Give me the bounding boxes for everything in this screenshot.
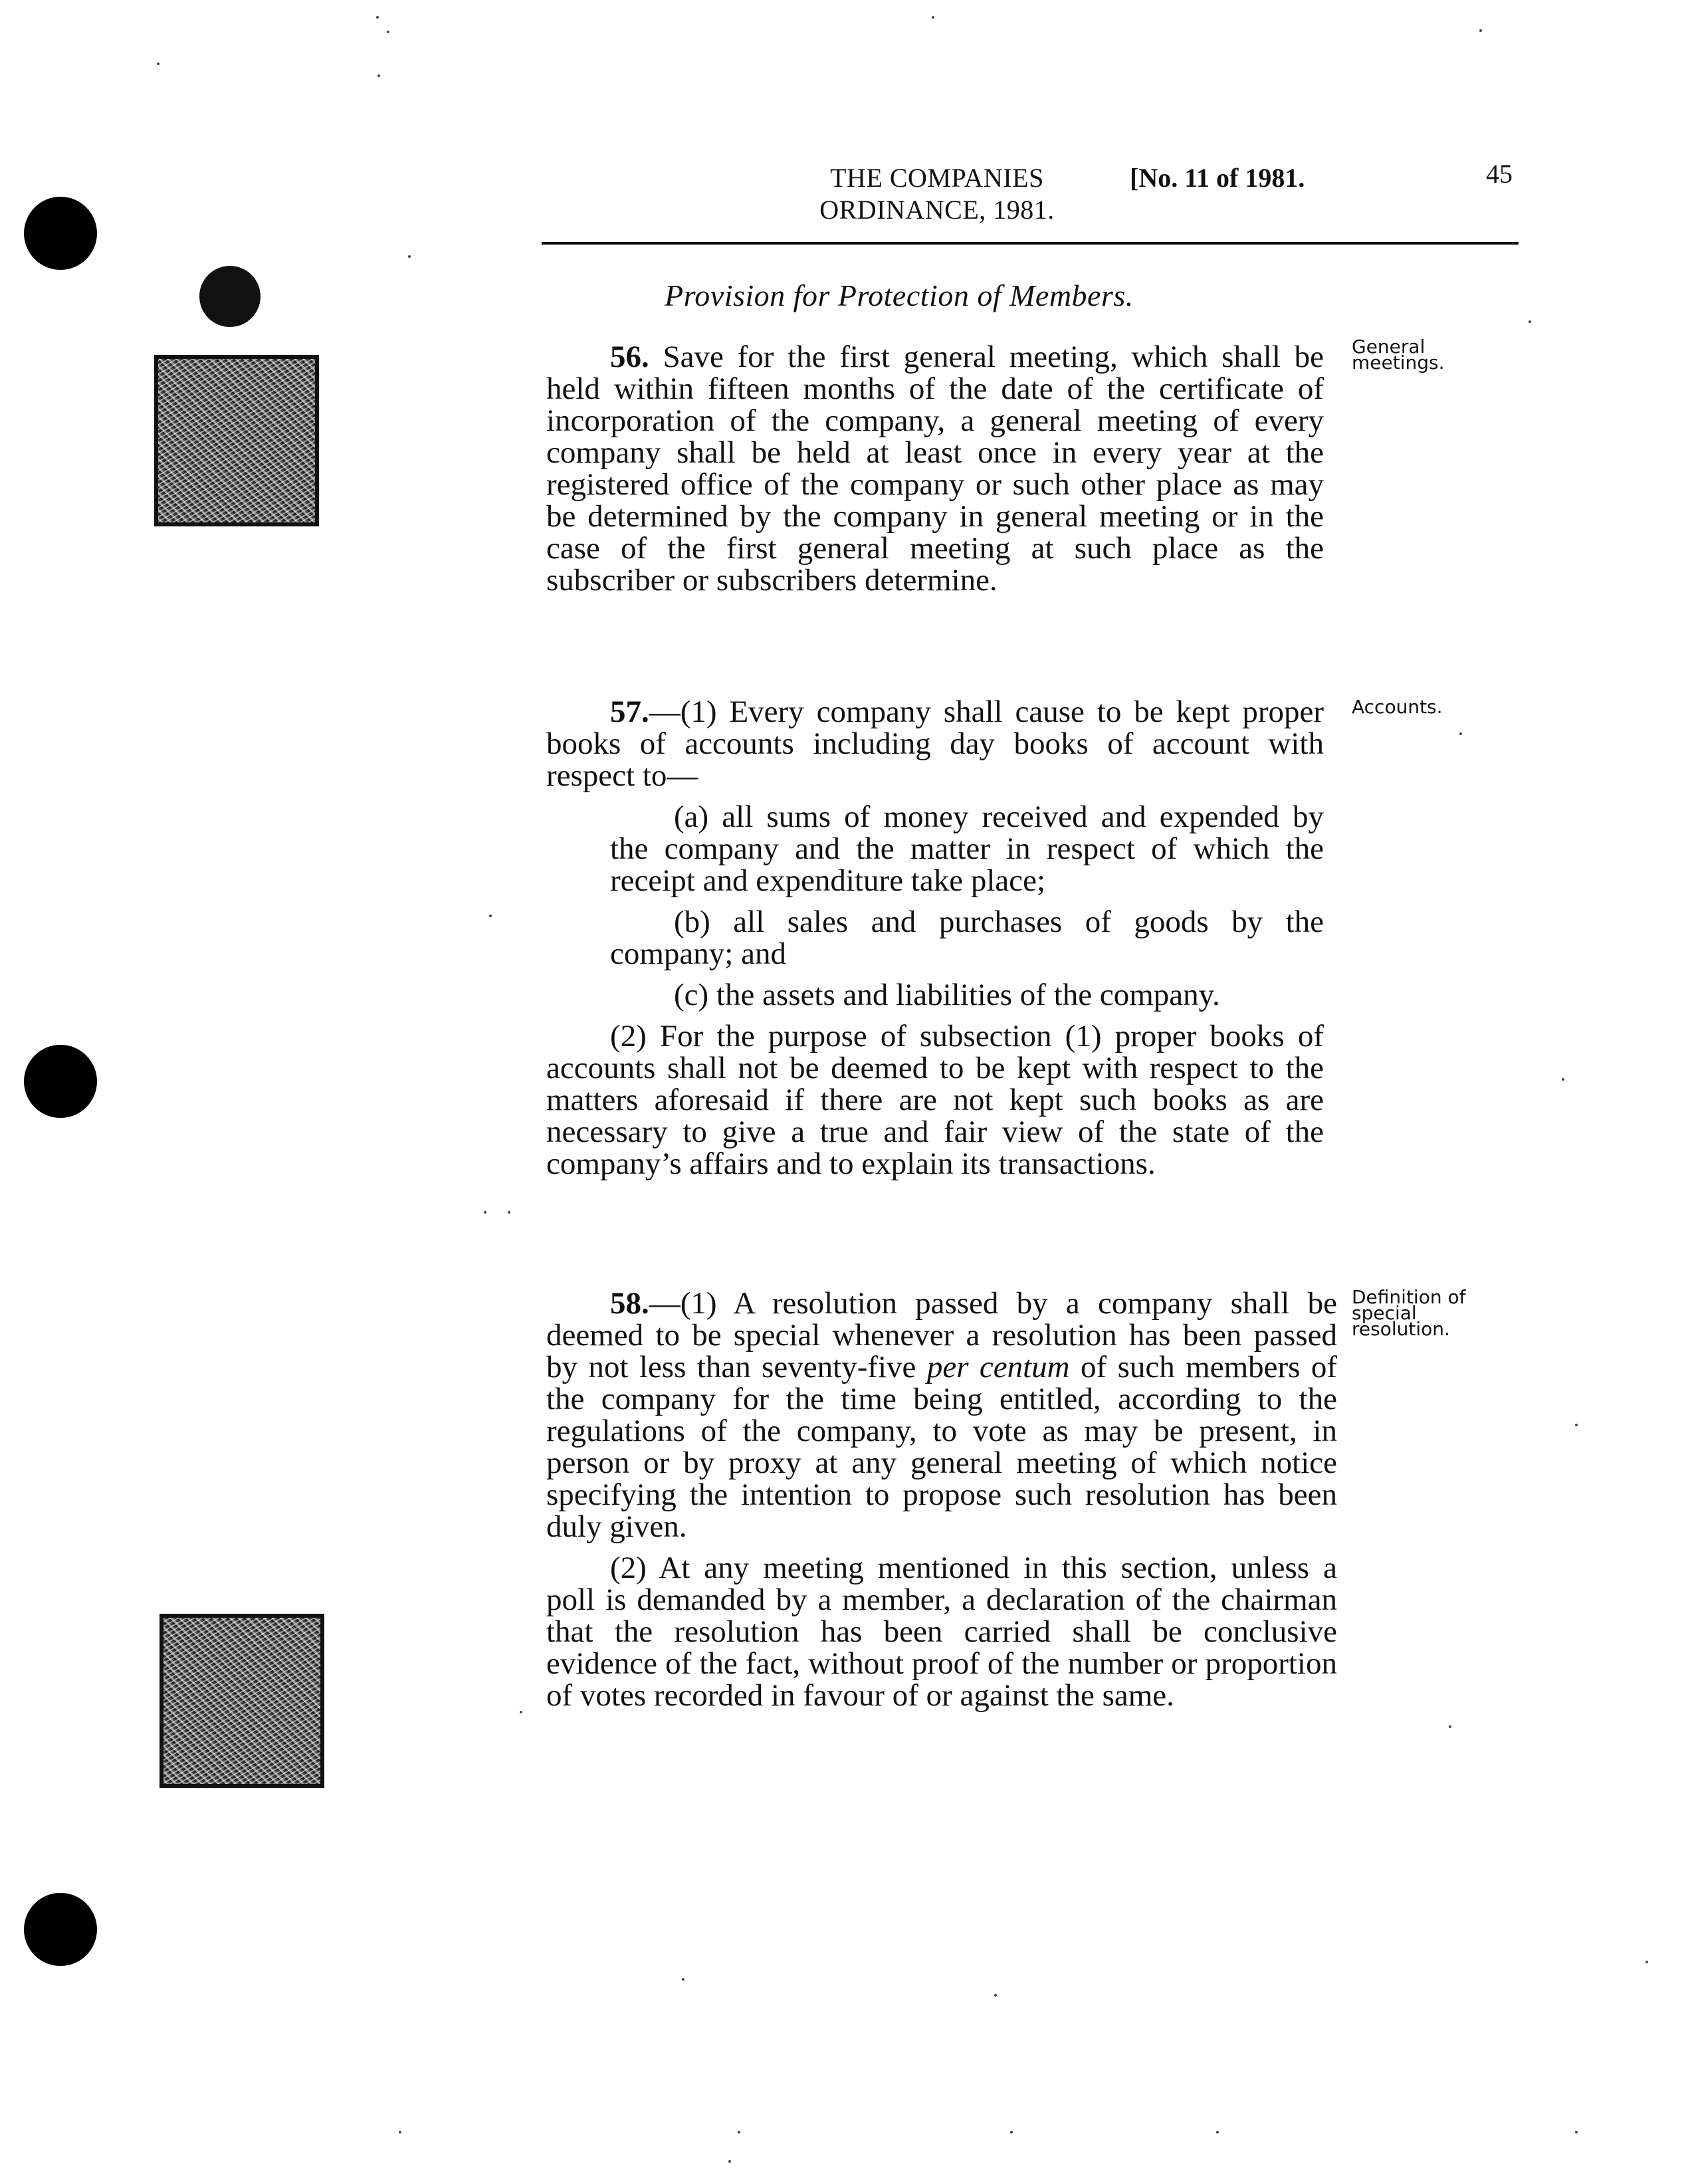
- speck: [1529, 320, 1531, 323]
- running-title-line2: ORDINANCE, 1981.: [819, 195, 1055, 225]
- speck: [1216, 2131, 1219, 2133]
- ordinance-number: [No. 11 of 1981.: [1130, 163, 1305, 193]
- speck: [1575, 2131, 1578, 2133]
- margin-note-56: General meetings.: [1352, 336, 1445, 374]
- speck: [520, 1711, 522, 1713]
- section-57: [546, 696, 1324, 1180]
- punch-hole-top: [24, 197, 97, 270]
- speck: [1645, 1961, 1648, 1963]
- section-57-item-c: (c) the assets and liabilities of the company.: [674, 978, 1220, 1012]
- speck: [484, 1211, 486, 1214]
- section-58-number: 58.: [610, 1286, 649, 1321]
- section-58: [546, 1287, 1337, 1711]
- speck: [1010, 2131, 1013, 2133]
- margin-note-58: Definition of special resolution.: [1352, 1286, 1466, 1340]
- speck: [1459, 732, 1462, 735]
- speck: [682, 1978, 685, 1981]
- section-57-number: 57.: [610, 695, 649, 729]
- section-58-per-centum: per centum: [926, 1350, 1070, 1384]
- speck: [932, 16, 934, 19]
- margin-note-57: Accounts.: [1352, 696, 1443, 718]
- stamp-bottom: [159, 1614, 324, 1788]
- running-title: [797, 162, 1077, 226]
- section-58-intro-b: of such members of the company for the time being entitled, according to the regulations of the company, to vote as may be present, in person or by proxy at any general meeting of which notice specifying the intention to propose such resolution has been duly given.: [546, 1350, 1338, 1544]
- stamp-top: [154, 355, 319, 526]
- running-title-line1: THE COMPANIES: [830, 163, 1044, 193]
- section-56: [546, 341, 1324, 596]
- section-58-intro-a: —(1) A resolution passed by a company shall be deemed to be special whenever a resolution has been passed by not less than seventy-five: [546, 1286, 1337, 1384]
- speck: [387, 31, 389, 33]
- speck: [157, 62, 159, 65]
- section-56-text: Save for the first general meeting, which shall be held within fifteen months of the date of the certificate of incorporation of the company, a general meeting of every company shall be held at least once in every year at the registered office of the company or such other place as may be determined by the company in general meeting or in the case of the first general meeting at such place as the subscriber or subscribers determine.: [546, 340, 1324, 598]
- speck: [994, 1994, 997, 1997]
- page-number: 45: [1486, 159, 1513, 189]
- punch-hole-bottom: [24, 1893, 97, 1966]
- speck: [1562, 1078, 1564, 1081]
- speck: [508, 1211, 510, 1214]
- speck: [1479, 29, 1482, 32]
- section-57-intro: —(1) Every company shall cause to be kept proper books of accounts including day books of account with respect to—: [546, 695, 1324, 793]
- speck: [728, 2160, 731, 2163]
- header-rule: [542, 242, 1519, 245]
- section-57-item-b: (b) all sales and purchases of goods by the company; and: [610, 905, 1324, 971]
- section-heading: Provision for Protection of Members.: [665, 278, 1134, 312]
- speck: [399, 2131, 401, 2133]
- section-57-subsection-2: (2) For the purpose of subsection (1) proper books of accounts shall not be deemed to be kept with respect to the matters aforesaid if there are not kept such books as are necessary to give a true and fair view of the state of the company’s affairs and to explain its transactions.: [546, 1019, 1324, 1181]
- speck: [738, 2131, 740, 2133]
- speck: [1575, 1424, 1578, 1426]
- speck: [1449, 1725, 1451, 1728]
- section-57-item-a: (a) all sums of money received and expended by the company and the matter in respect of which the receipt and expenditure take place;: [610, 800, 1324, 898]
- round-mark: [199, 266, 261, 327]
- speck: [377, 74, 380, 77]
- punch-hole-middle: [24, 1045, 97, 1118]
- section-56-number: 56.: [610, 340, 649, 374]
- section-58-subsection-2: (2) At any meeting mentioned in this section, unless a poll is demanded by a member, a declaration of the chairman that the resolution has been carried shall be conclusive evidence of the fact, without proof of the number or proportion of votes recorded in favour of or against the same.: [546, 1551, 1337, 1713]
- speck: [376, 16, 379, 19]
- speck: [408, 255, 411, 258]
- speck: [489, 915, 492, 917]
